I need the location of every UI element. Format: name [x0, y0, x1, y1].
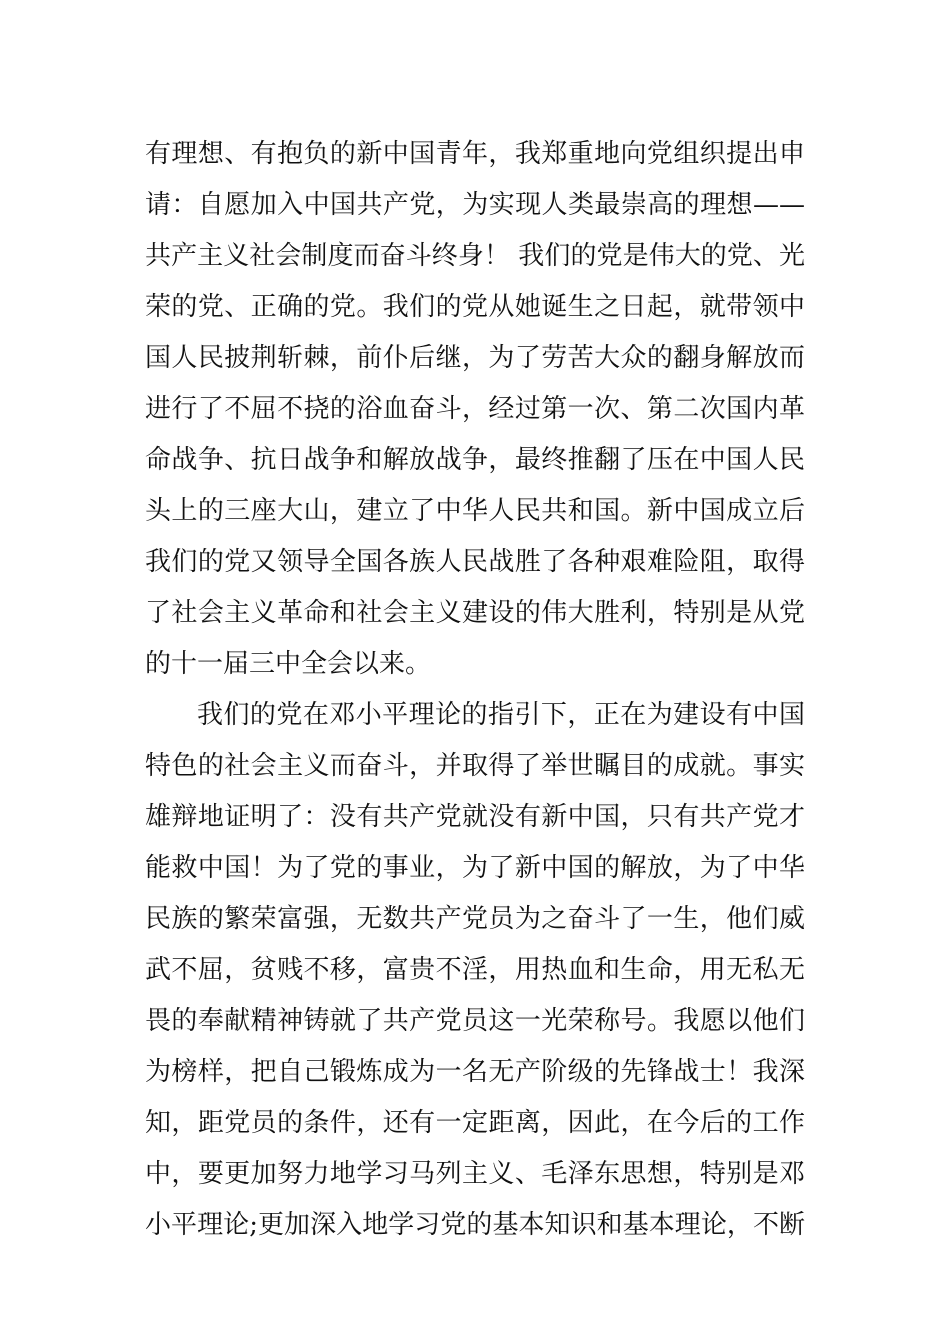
- text-line: 有理想、有抱负的新中国青年，我郑重地向党组织提出申: [145, 139, 805, 169]
- text-line: 进行了不屈不挠的浴血奋斗，经过第一次、第二次国内革: [145, 394, 805, 424]
- text-line: 荣的党、正确的党。我们的党从她诞生之日起，就带领中: [145, 292, 805, 322]
- text-line: 畏的奉献精神铸就了共产党员这一光荣称号。我愿以他们: [145, 1006, 805, 1036]
- paragraph-first-line: 我们的党在邓小平理论的指引下，正在为建设有中国: [197, 700, 805, 730]
- text-line: 知，距党员的条件，还有一定距离，因此，在今后的工作: [145, 1108, 805, 1138]
- text-line: 共产主义社会制度而奋斗终身！ 我们的党是伟大的党、光: [145, 241, 805, 271]
- text-line: 民族的繁荣富强，无数共产党员为之奋斗了一生，他们威: [145, 904, 805, 934]
- text-line: 为榜样，把自己锻炼成为一名无产阶级的先锋战士！我深: [145, 1057, 805, 1087]
- text-line: 了社会主义革命和社会主义建设的伟大胜利，特别是从党: [145, 598, 805, 628]
- text-line: 武不屈，贫贱不移，富贵不淫，用热血和生命，用无私无: [145, 955, 805, 985]
- text-line: 我们的党又领导全国各族人民战胜了各种艰难险阻，取得: [145, 547, 805, 577]
- text-line: 头上的三座大山，建立了中华人民共和国。新中国成立后: [145, 496, 805, 526]
- text-line: 命战争、抗日战争和解放战争，最终推翻了压在中国人民: [145, 445, 805, 475]
- text-line: 小平理论;更加深入地学习党的基本知识和基本理论，不断: [145, 1210, 805, 1240]
- text-line: 国人民披荆斩棘，前仆后继，为了劳苦大众的翻身解放而: [145, 343, 805, 373]
- text-line: 特色的社会主义而奋斗，并取得了举世瞩目的成就。事实: [145, 751, 805, 781]
- text-line: 能救中国！为了党的事业，为了新中国的解放，为了中华: [145, 853, 805, 883]
- text-line: 雄辩地证明了：没有共产党就没有新中国，只有共产党才: [145, 802, 805, 832]
- text-line: 的十一届三中全会以来。: [145, 649, 432, 679]
- text-line: 中，要更加努力地学习马列主义、毛泽东思想，特别是邓: [145, 1159, 805, 1189]
- text-line: 请：自愿加入中国共产党，为实现人类最崇高的理想——: [145, 190, 805, 220]
